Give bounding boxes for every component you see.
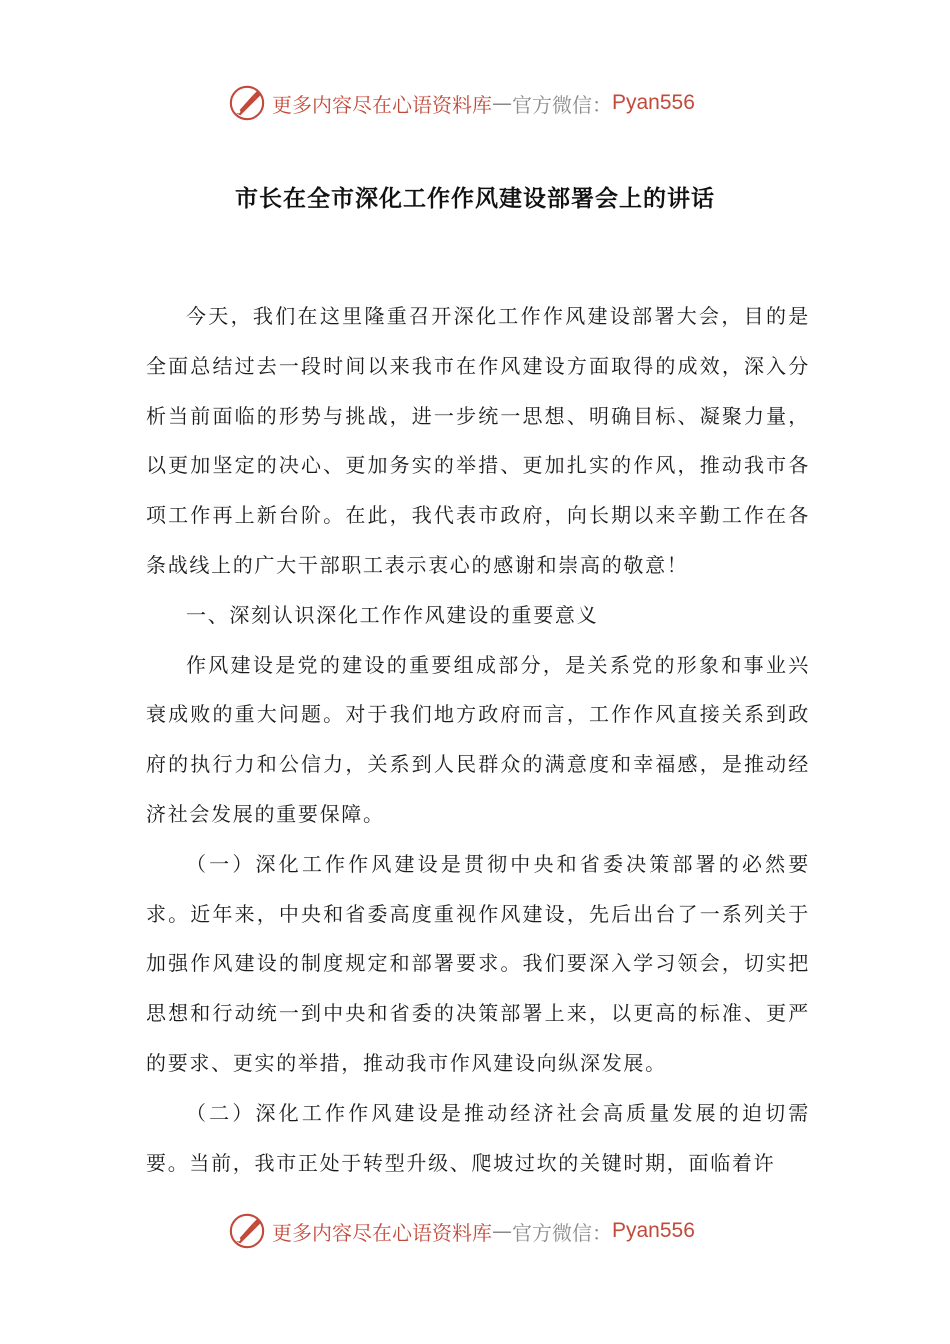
body-paragraph: （一）深化工作作风建设是贯彻中央和省委决策部署的必然要求。近年来，中央和省委高度重视作风建设，先后出台了一系列关于加强作风建设的制度规定和部署要求。我们要深入学习领会，切实把思想和行动统一到中央和省委的决策部署上来，以更高的标准、更严的要求、更实的举措，推动我市作风建设向纵深发展。: [146, 851, 810, 1075]
pen-nib-circle-icon: [228, 1212, 266, 1250]
body-paragraph: （二）深化工作作风建设是推动经济社会高质量发展的迫切需要。当前，我市正处于转型升级、爬坡过坎的关键时期，面临着许: [146, 1100, 810, 1175]
banner-wechat-label: 官方微信：: [512, 92, 612, 117]
banner-text: 更多内容尽在心语资料库: [272, 1220, 492, 1245]
banner-wechat-id: Pyan556: [612, 1219, 695, 1242]
banner-separator: —: [492, 91, 512, 115]
body-paragraph: 今天，我们在这里隆重召开深化工作作风建设部署大会，目的是全面总结过去一段时间以来我市在作风建设方面取得的成效，深入分析当前面临的形势与挑战，进一步统一思想、明确目标、凝聚力量，以更加坚定的决心、更加务实的举措、更加扎实的作风，推动我市各项工作再上新台阶。在此，我代表市政府，向长期以来辛勤工作在各条战线上的广大干部职工表示衷心的感谢和崇高的敬意！: [146, 304, 810, 577]
pen-nib-circle-icon: [228, 84, 266, 122]
body-paragraph: 作风建设是党的建设的重要组成部分，是关系党的形象和事业兴衰成败的重大问题。对于我们地方政府而言，工作作风直接关系到政府的执行力和公信力，关系到人民群众的满意度和幸福感，是推动经济社会发展的重要保障。: [146, 652, 810, 826]
banner-separator: —: [492, 1219, 512, 1243]
banner-text: 更多内容尽在心语资料库: [272, 92, 492, 117]
banner-wechat-label: 官方微信：: [512, 1220, 612, 1245]
footer-watermark-banner: [228, 1208, 695, 1254]
document-title: 市长在全市深化工作作风建设部署会上的讲话: [235, 186, 715, 212]
section-heading: 一、深刻认识深化工作作风建设的重要意义: [186, 602, 599, 627]
banner-wechat-id: Pyan556: [612, 91, 695, 114]
header-watermark-banner: [228, 80, 695, 126]
document-body: [146, 292, 810, 1188]
